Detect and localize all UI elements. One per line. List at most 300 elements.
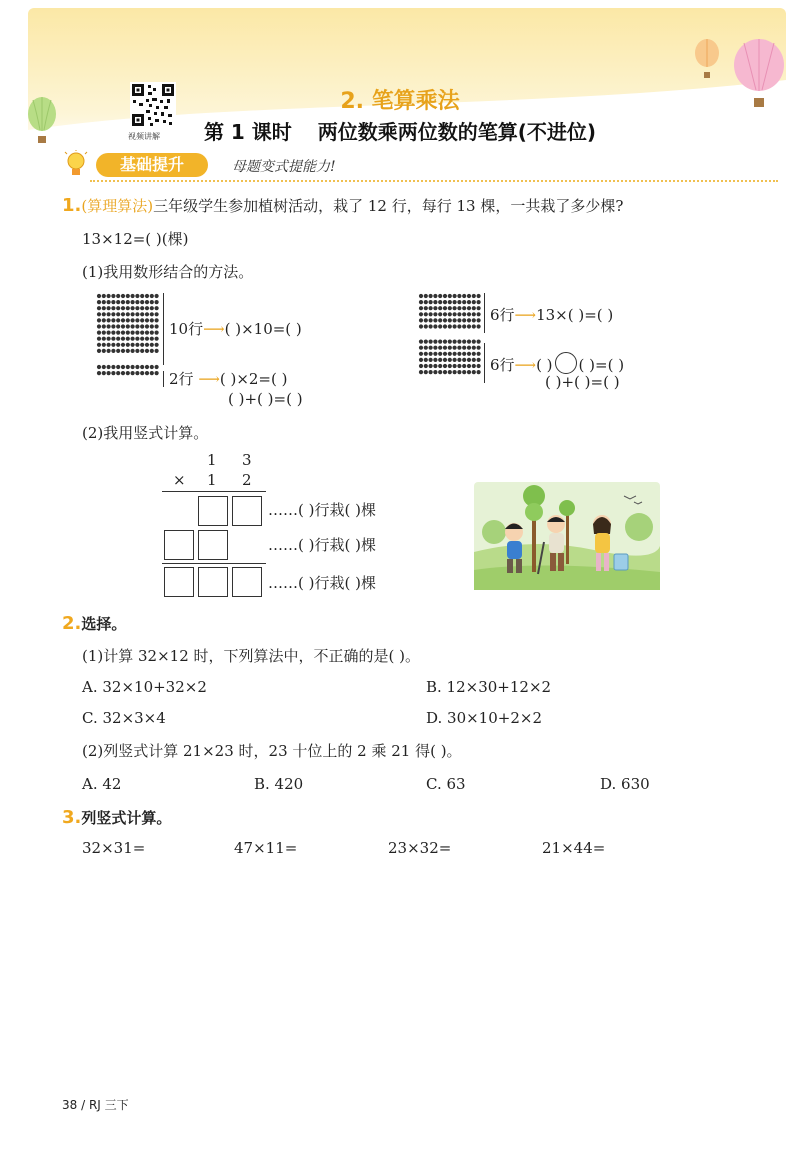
grid-dot [462, 364, 466, 368]
grid-dot [145, 318, 149, 322]
grid-dot [126, 306, 130, 310]
balloon-orange-icon [692, 38, 722, 80]
grid-dot [150, 349, 154, 353]
lesson-title [0, 116, 800, 145]
grid-dot [97, 318, 101, 322]
answer-box-r1-c2[interactable] [198, 496, 228, 526]
answer-box-r3-c3[interactable] [232, 567, 262, 597]
multiplicand-tens: 1 [207, 451, 217, 469]
grid-dot [150, 306, 154, 310]
grid-dot [102, 312, 106, 316]
answer-box-r2-c2[interactable] [198, 530, 228, 560]
grid-dot [424, 324, 428, 328]
grid-dot [107, 331, 111, 335]
grid-dot [438, 340, 442, 344]
grid-dot [433, 294, 437, 298]
grid-dot [97, 371, 101, 375]
left-eq-c: ( )+( )=( ) [228, 390, 303, 408]
grid-dot [131, 306, 135, 310]
right-eq-b-left: ( ) [536, 356, 553, 374]
grid-dot [102, 343, 106, 347]
multiplier-ones: 2 [242, 471, 252, 489]
vertical-line-1 [162, 491, 266, 492]
lesson-label: 第 1 课时 [203, 120, 292, 144]
operator-circle-blank[interactable] [555, 352, 577, 374]
grid-dot [419, 300, 423, 304]
grid-dot [116, 318, 120, 322]
label-6-rows-a: 6行 [490, 306, 515, 324]
grid-dot [443, 294, 447, 298]
grid-dot [457, 306, 461, 310]
grid-dot [448, 318, 452, 322]
grid-dot [107, 324, 111, 328]
grid-dot [107, 312, 111, 316]
grid-dot [448, 358, 452, 362]
grid-dot [121, 300, 125, 304]
grid-dot [448, 340, 452, 344]
grid-dot [424, 318, 428, 322]
grid-dot [438, 370, 442, 374]
grid-dot [135, 337, 139, 341]
grid-dot [140, 331, 144, 335]
q1-part1: (1)我用数形结合的方法。 [82, 263, 254, 281]
grid-dot [145, 331, 149, 335]
grid-dot [462, 352, 466, 356]
grid-dot [457, 352, 461, 356]
grid-dot [448, 306, 452, 310]
grid-dot [111, 294, 115, 298]
grid-dot [135, 349, 139, 353]
grid-dot [116, 294, 120, 298]
grid-dot [462, 346, 466, 350]
grid-dot [155, 300, 159, 304]
grid-dot [477, 340, 481, 344]
grid-dot [155, 343, 159, 347]
answer-box-r2-c1[interactable] [164, 530, 194, 560]
grid-dot [438, 346, 442, 350]
grid-dot [131, 331, 135, 335]
grid-dot [97, 306, 101, 310]
grid-dot [155, 324, 159, 328]
grid-dot [145, 324, 149, 328]
grid-dot [438, 358, 442, 362]
grid-dot [462, 324, 466, 328]
grid-dot [116, 312, 120, 316]
multiplier-tens: 1 [207, 471, 217, 489]
q1-equation: 13×12=( )(棵) [82, 230, 189, 248]
page-footer: 38 / RJ 三下 [62, 1098, 129, 1112]
grid-dot [135, 318, 139, 322]
grid-dot [102, 306, 106, 310]
grid-dot [453, 352, 457, 356]
grid-dot [457, 294, 461, 298]
grid-dot [131, 300, 135, 304]
grid-dot [135, 324, 139, 328]
grid-dot [126, 312, 130, 316]
grid-dot [107, 349, 111, 353]
grid-dot [135, 306, 139, 310]
grid-dot [145, 371, 149, 375]
grid-dot [457, 364, 461, 368]
q1-tag: (算理算法) [81, 197, 154, 215]
grid-dot [116, 349, 120, 353]
grid-dot [155, 371, 159, 375]
grid-dot [135, 343, 139, 347]
grid-dot [150, 371, 154, 375]
grid-dot [116, 365, 120, 369]
q2-part1: (1)计算 32×12 时，下列算法中，不正确的是( )。 [82, 647, 420, 665]
grid-dot [429, 324, 433, 328]
grid-dot [453, 312, 457, 316]
grid-dot [424, 358, 428, 362]
grid-dot [145, 306, 149, 310]
grid-dot [429, 318, 433, 322]
grid-dot [135, 312, 139, 316]
grid-dot [429, 346, 433, 350]
row3-note: ……( )行栽( )棵 [268, 574, 376, 592]
q2-p1-option-c[interactable]: C. 32×3×4 [82, 709, 166, 727]
q2-p1-option-d[interactable]: D. 30×10+2×2 [426, 709, 542, 727]
left-eq-b: 2行 ⟶( )×2=( ) [169, 370, 288, 388]
grid-dot [140, 365, 144, 369]
q3-item-1: 32×31= [82, 839, 146, 857]
grid-dot [150, 331, 154, 335]
grid-dot [155, 365, 159, 369]
grid-dot [150, 312, 154, 316]
grid-dot [453, 358, 457, 362]
grid-dot [419, 352, 423, 356]
grid-dot [111, 312, 115, 316]
grid-dot [131, 312, 135, 316]
grid-dot [477, 300, 481, 304]
grid-dot [135, 365, 139, 369]
grid-dot [438, 294, 442, 298]
grid-dot [433, 370, 437, 374]
grid-dot [424, 370, 428, 374]
grid-dot [97, 324, 101, 328]
grid-dot [131, 337, 135, 341]
grid-dot [116, 343, 120, 347]
grid-dot [111, 349, 115, 353]
grid-dot [467, 318, 471, 322]
grid-dot [462, 294, 466, 298]
answer-box-r1-c3[interactable] [232, 496, 262, 526]
grid-dot [467, 306, 471, 310]
grid-dot [145, 294, 149, 298]
q2-p2-option-d[interactable]: D. 630 [600, 775, 650, 793]
grid-dot [462, 306, 466, 310]
grid-dot [121, 318, 125, 322]
q2-part2: (2)列竖式计算 21×23 时，23 十位上的 2 乘 21 得( )。 [82, 742, 462, 760]
grid-dot [419, 318, 423, 322]
grid-dot [126, 365, 130, 369]
grid-dot [150, 337, 154, 341]
q3-item-3: 23×32= [388, 839, 452, 857]
grid-dot [150, 300, 154, 304]
grid-dot [135, 300, 139, 304]
grid-dot [121, 331, 125, 335]
grid-dot [467, 340, 471, 344]
grid-dot [443, 364, 447, 368]
answer-box-r3-c1[interactable] [164, 567, 194, 597]
grid-dot [121, 371, 125, 375]
grid-dot [472, 306, 476, 310]
q3-number: 3. [62, 807, 82, 828]
grid-dot [448, 294, 452, 298]
grid-dot [448, 364, 452, 368]
grid-dot [424, 352, 428, 356]
grid-dot [467, 312, 471, 316]
grid-dot [448, 352, 452, 356]
grid-dot [433, 346, 437, 350]
grid-dot [443, 312, 447, 316]
banner-divider [90, 180, 778, 182]
grid-dot [419, 370, 423, 374]
label-10-rows: 10行 [169, 320, 204, 338]
grid-dot [97, 294, 101, 298]
grid-dot [97, 365, 101, 369]
right-eq-b-right: ( )=( ) [578, 356, 625, 374]
grid-dot [150, 294, 154, 298]
multiplicand-ones: 3 [242, 451, 252, 469]
grid-dot [443, 318, 447, 322]
grid-dot [448, 312, 452, 316]
grid-dot [457, 318, 461, 322]
row1-note: ……( )行栽( )棵 [268, 501, 376, 519]
grid-dot [121, 365, 125, 369]
grid-dot [145, 312, 149, 316]
grid-dot [107, 294, 111, 298]
grid-dot [448, 300, 452, 304]
grid-dot [448, 370, 452, 374]
grid-dot [126, 371, 130, 375]
grid-dot [131, 324, 135, 328]
grid-dot [111, 371, 115, 375]
grid-dot [102, 318, 106, 322]
grid-dot [121, 337, 125, 341]
grid-dot [457, 340, 461, 344]
grid-dot [472, 358, 476, 362]
grid-dot [453, 318, 457, 322]
grid-dot [467, 370, 471, 374]
grid-dot [472, 294, 476, 298]
grid-dot [140, 300, 144, 304]
grid-dot [145, 337, 149, 341]
grid-dot [107, 365, 111, 369]
grid-dot [472, 364, 476, 368]
grid-dot [131, 294, 135, 298]
grid-dot [462, 300, 466, 304]
q1-statement [62, 196, 782, 216]
grid-dot [150, 365, 154, 369]
left-eq-a-text: ( )×10=( ) [224, 320, 302, 338]
grid-dot [438, 300, 442, 304]
grid-dot [433, 312, 437, 316]
grid-dot [102, 349, 106, 353]
grid-dot [121, 312, 125, 316]
grid-dot [107, 337, 111, 341]
grid-dot [438, 318, 442, 322]
grid-dot [472, 324, 476, 328]
grid-dot [467, 346, 471, 350]
grid-dot [121, 294, 125, 298]
tree-planting-illustration [474, 482, 660, 590]
grid-dot [97, 312, 101, 316]
grid-dot [433, 358, 437, 362]
grid-dot [472, 352, 476, 356]
grid-dot [438, 312, 442, 316]
grid-dot [419, 364, 423, 368]
grid-dot [424, 340, 428, 344]
grid-dot [477, 352, 481, 356]
grid-dot [116, 300, 120, 304]
grid-dot [126, 349, 130, 353]
grid-dot [477, 318, 481, 322]
q1-part2: (2)我用竖式计算。 [82, 424, 209, 442]
grid-dot [140, 343, 144, 347]
grid-dot [477, 358, 481, 362]
grid-dot [467, 300, 471, 304]
grid-dot [131, 318, 135, 322]
grid-dot [126, 300, 130, 304]
answer-box-r3-c2[interactable] [198, 567, 228, 597]
right-eq-c: ( )+( )=( ) [545, 373, 620, 391]
q3-heading [62, 807, 171, 828]
grid-dot [467, 352, 471, 356]
grid-dot [438, 306, 442, 310]
grid-dot [443, 352, 447, 356]
q2-p2-option-c[interactable]: C. 63 [426, 775, 466, 793]
grid-dot [438, 324, 442, 328]
grid-dot [419, 346, 423, 350]
grid-dot [111, 324, 115, 328]
q1-text: 三年级学生参加植树活动，栽了 12 行，每行 13 棵，一共栽了多少棵? [153, 197, 624, 215]
grid-dot [102, 337, 106, 341]
grid-dot [131, 343, 135, 347]
grid-dot [116, 337, 120, 341]
grid-dot [457, 346, 461, 350]
grid-dot [121, 324, 125, 328]
grid-dot [429, 358, 433, 362]
grid-dot [453, 324, 457, 328]
vertical-line-2 [162, 563, 266, 564]
grid-dot [140, 349, 144, 353]
label-2-rows: 2行 [169, 370, 194, 388]
q3-item-4: 21×44= [542, 839, 606, 857]
grid-dot [424, 346, 428, 350]
grid-dot [145, 365, 149, 369]
bracket-bottom-6-rows [484, 343, 485, 383]
grid-dot [457, 312, 461, 316]
right-eq-a-text: 13×( )=( ) [536, 306, 614, 324]
grid-dot [462, 312, 466, 316]
grid-dot [126, 324, 130, 328]
grid-dot [467, 294, 471, 298]
grid-dot [457, 370, 461, 374]
grid-dot [477, 364, 481, 368]
grid-dot [443, 306, 447, 310]
grid-dot [433, 364, 437, 368]
grid-dot [97, 331, 101, 335]
grid-dot [453, 340, 457, 344]
grid-dot [155, 306, 159, 310]
grid-dot [102, 294, 106, 298]
grid-dot [429, 352, 433, 356]
grid-dot [424, 312, 428, 316]
q2-heading [62, 613, 126, 634]
q2-p1-option-a[interactable]: A. 32×10+32×2 [82, 678, 207, 696]
grid-dot [155, 331, 159, 335]
grid-dot [102, 331, 106, 335]
grid-dot [433, 306, 437, 310]
grid-dot [467, 364, 471, 368]
grid-dot [111, 306, 115, 310]
q2-p1-option-b[interactable]: B. 12×30+12×2 [426, 678, 552, 696]
section-title: 2. 笔算乘法 [340, 89, 460, 114]
grid-dot [145, 349, 149, 353]
grid-dot [135, 371, 139, 375]
grid-dot [477, 370, 481, 374]
grid-dot [433, 352, 437, 356]
q2-p2-option-a[interactable]: A. 42 [82, 775, 122, 793]
label-6-rows-b: 6行 [490, 356, 515, 374]
grid-dot [131, 365, 135, 369]
grid-dot [126, 337, 130, 341]
grid-dot [462, 340, 466, 344]
banner-subtitle: 母题变式提能力! [232, 159, 336, 175]
grid-dot [116, 324, 120, 328]
grid-dot [438, 352, 442, 356]
grid-dot [477, 324, 481, 328]
q2-p2-option-b[interactable]: B. 420 [254, 775, 304, 793]
grid-dot [453, 306, 457, 310]
grid-dot [424, 300, 428, 304]
grid-dot [135, 294, 139, 298]
grid-dot [107, 343, 111, 347]
grid-dot [102, 365, 106, 369]
grid-dot [477, 312, 481, 316]
grid-dot [111, 300, 115, 304]
grid-dot [121, 349, 125, 353]
grid-dot [140, 371, 144, 375]
grid-dot [443, 324, 447, 328]
grid-dot [433, 300, 437, 304]
grid-dot [443, 300, 447, 304]
grid-dot [121, 306, 125, 310]
grid-dot [419, 340, 423, 344]
grid-dot [433, 324, 437, 328]
bracket-2-rows [163, 371, 164, 387]
grid-dot [467, 358, 471, 362]
grid-dot [107, 300, 111, 304]
grid-dot [150, 318, 154, 322]
grid-dot [443, 340, 447, 344]
grid-dot [429, 312, 433, 316]
grid-dot [155, 294, 159, 298]
grid-dot [116, 306, 120, 310]
grid-dot [462, 318, 466, 322]
grid-dot [126, 343, 130, 347]
grid-dot [477, 346, 481, 350]
grid-dot [462, 358, 466, 362]
grid-dot [155, 318, 159, 322]
grid-dot [116, 331, 120, 335]
grid-dot [107, 371, 111, 375]
grid-dot [429, 370, 433, 374]
grid-dot [453, 364, 457, 368]
grid-dot [429, 300, 433, 304]
grid-dot [135, 331, 139, 335]
